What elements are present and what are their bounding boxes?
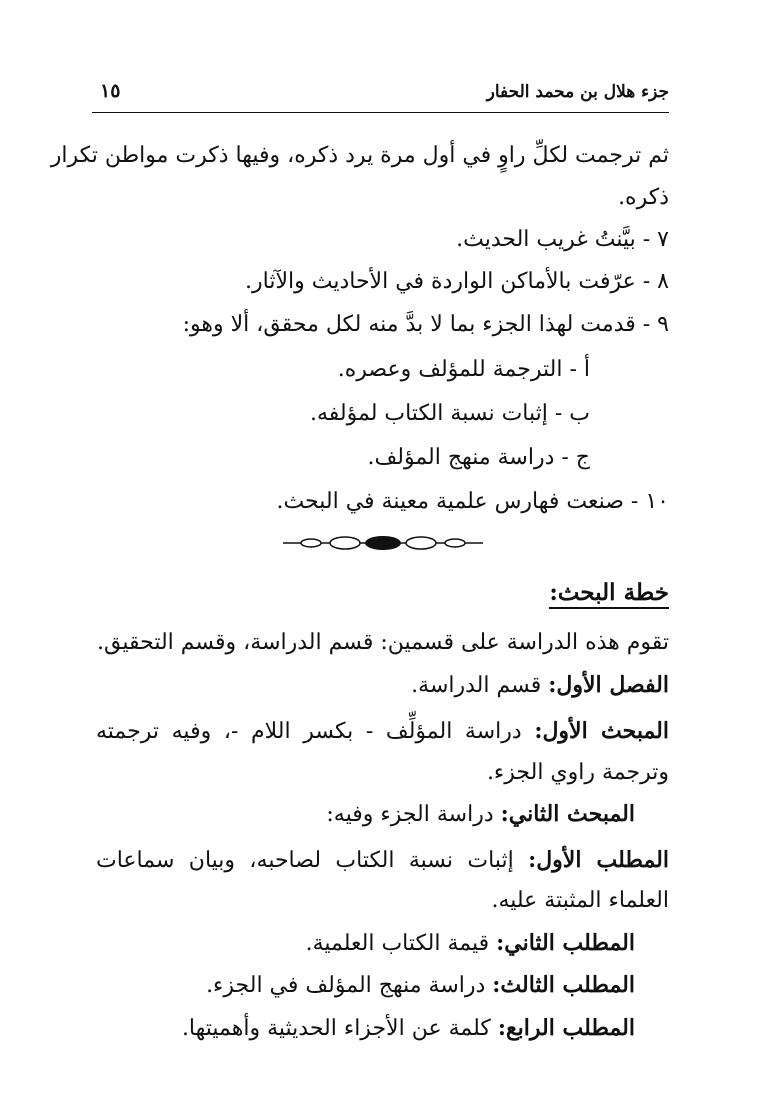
sub-item-c: ج - دراسة منهج المؤلف. [367, 445, 590, 470]
intro-line-2: ذكره. [618, 185, 669, 210]
requirement-3-text: دراسة منهج المؤلف في الجزء. [206, 973, 493, 998]
section-2 [326, 799, 635, 830]
section-2-text: دراسة الجزء وفيه: [326, 802, 501, 827]
section-1-text: دراسة المؤلِّف - بكسر اللام -، وفيه ترجمته [96, 719, 535, 744]
divider-ornament [283, 533, 483, 553]
list-item-10: ١٠ - صنعت فهارس علمية معينة في البحث. [276, 489, 669, 514]
chapter-1-text: قسم الدراسة. [411, 673, 549, 698]
requirement-3-label: المطلب الثالث: [492, 972, 635, 998]
running-title: جزء هلال بن محمد الحفار [486, 82, 669, 102]
list-item-7: ٧ - بيَّنتُ غريب الحديث. [456, 227, 669, 252]
sub-item-a: أ - الترجمة للمؤلف وعصره. [337, 357, 590, 382]
requirement-1-text: إثبات نسبة الكتاب لصاحبه، وبيان سماعات [96, 848, 529, 873]
requirement-4-label: المطلب الرابع: [497, 1015, 635, 1041]
section-1-label: المبحث الأول: [534, 718, 669, 744]
section-1 [96, 716, 669, 747]
requirement-1-cont: العلماء المثبتة عليه. [491, 888, 669, 913]
requirement-3 [206, 970, 635, 1001]
requirement-2 [306, 928, 635, 959]
page-number: ١٥ [100, 80, 121, 102]
requirement-1 [96, 845, 669, 876]
chapter-1 [411, 670, 669, 701]
requirement-4-text: كلمة عن الأجزاء الحديثية وأهميتها. [181, 1016, 498, 1041]
section-2-label: المبحث الثاني: [500, 801, 635, 827]
chapter-1-label: الفصل الأول: [548, 672, 669, 698]
requirement-2-label: المطلب الثاني: [496, 930, 635, 956]
header-rule [92, 112, 669, 113]
requirement-2-text: قيمة الكتاب العلمية. [305, 931, 497, 956]
requirement-1-label: المطلب الأول: [528, 847, 669, 873]
plan-heading-row [549, 578, 669, 609]
plan-heading: خطة البحث: [549, 579, 669, 609]
running-header [92, 78, 669, 108]
plan-intro: تقوم هذه الدراسة على قسمين: قسم الدراسة، وقسم التحقيق. [97, 630, 669, 655]
intro-line-1: ثم ترجمت لكلِّ راوٍ في أول مرة يرد ذكره، وفيها ذكرت مواطن تكرار [50, 143, 669, 168]
list-item-8: ٨ - عرّفت بالأماكن الواردة في الأحاديث والآثار. [245, 269, 669, 294]
section-1-cont: وترجمة راوي الجزء. [486, 760, 669, 785]
sub-item-b: ب - إثبات نسبة الكتاب لمؤلفه. [309, 401, 590, 426]
requirement-4 [182, 1013, 635, 1044]
list-item-9: ٩ - قدمت لهذا الجزء بما لا بدَّ منه لكل محقق، ألا وهو: [182, 312, 669, 337]
